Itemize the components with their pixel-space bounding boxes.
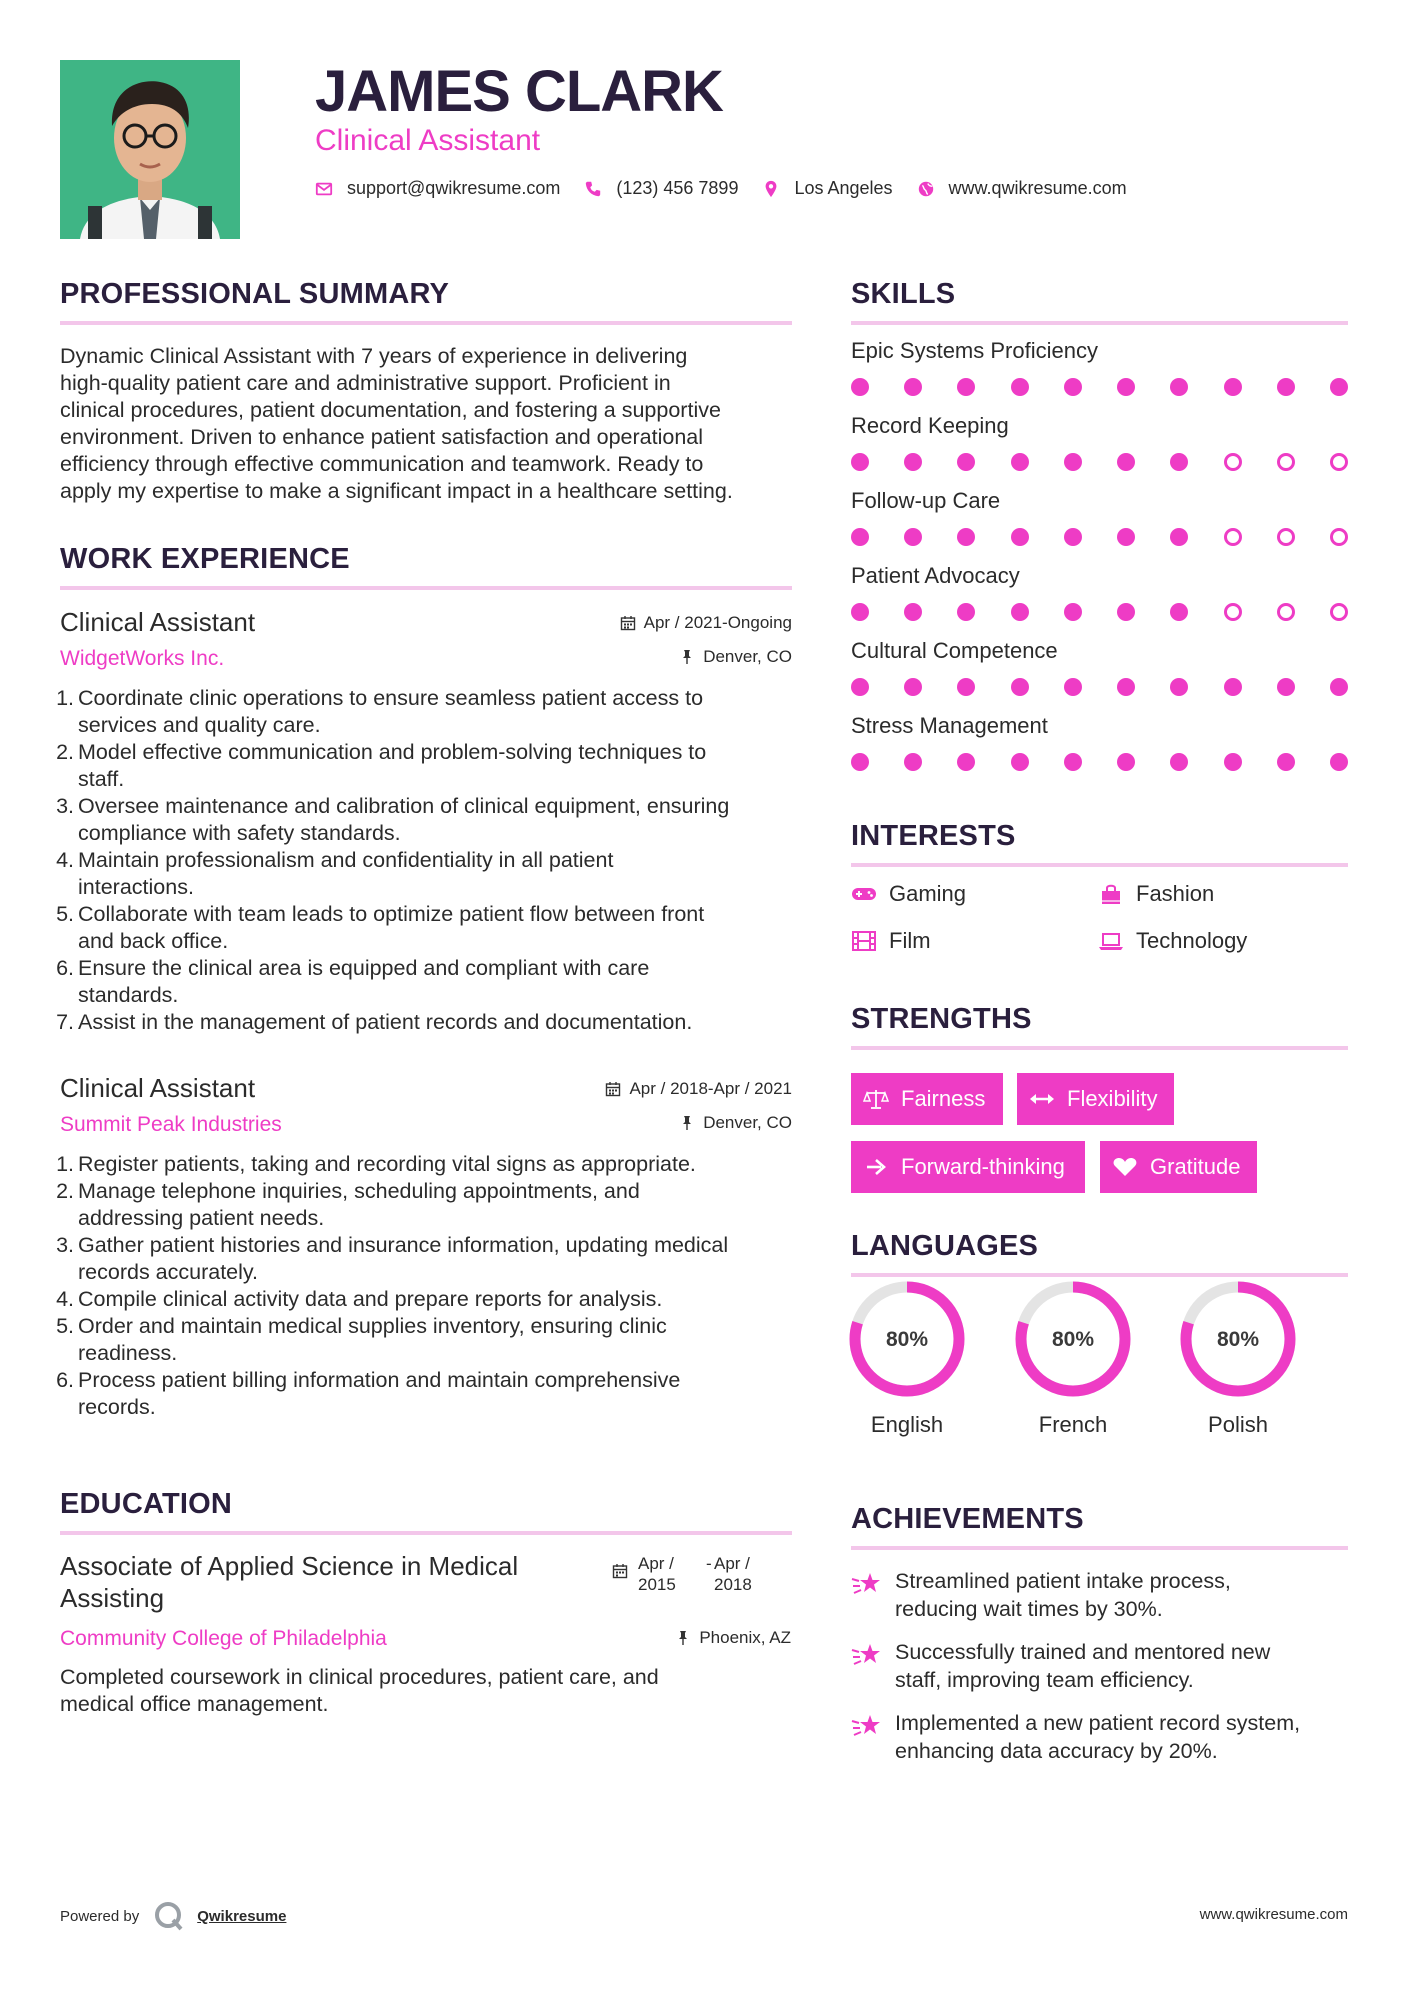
- rating-dot-filled: [957, 603, 975, 621]
- summary-text: [60, 343, 792, 505]
- job-dates: [605, 1079, 792, 1099]
- rating-dot-filled: [1011, 603, 1029, 621]
- rating-dot-filled: [1330, 378, 1348, 396]
- list-item: 2. Model effective communication and problem-solving techniques to staff.: [56, 740, 707, 791]
- language-item: [845, 1278, 969, 1438]
- rating-dot-filled: [1277, 378, 1295, 396]
- interest-label: Gaming: [889, 881, 967, 906]
- interests-section: [851, 820, 1348, 867]
- rating-dot-filled: [1117, 603, 1135, 621]
- arrow-right-icon: [863, 1156, 889, 1178]
- language-item: [1011, 1278, 1135, 1438]
- list-item: 1. Coordinate clinic operations to ensure seamless patient access to services and quality care.: [56, 686, 704, 737]
- list-item: 1. Register patients, taking and recording vital signs as appropriate.: [56, 1152, 696, 1176]
- rating-dot-filled: [1170, 603, 1188, 621]
- language-gauge: [846, 1278, 968, 1400]
- summary-line: high-quality patient care and administrative support. Proficient in: [60, 371, 671, 395]
- contact-location-text: Los Angeles: [794, 178, 893, 198]
- shooting-star-icon: [851, 1711, 883, 1741]
- rating-dot-filled: [1170, 678, 1188, 696]
- rating-dot-filled: [1117, 378, 1135, 396]
- summary-line: clinical procedures, patient documentation, and fostering a supportive: [60, 398, 721, 422]
- rating-dot-filled: [1117, 528, 1135, 546]
- rating-dot-filled: [904, 603, 922, 621]
- rating-dot-filled: [1224, 378, 1242, 396]
- list-item: 4. Maintain professionalism and confidentiality in all patient interactions.: [56, 848, 614, 899]
- skill-name: Record Keeping: [851, 413, 1009, 438]
- list-item: 3. Oversee maintenance and calibration of clinical equipment, ensuring compliance with safety standards.: [56, 794, 730, 845]
- skill-rating: [851, 753, 1348, 775]
- strength-fairness: [851, 1073, 1003, 1125]
- rating-dot-filled: [957, 678, 975, 696]
- rating-dot-filled: [957, 378, 975, 396]
- rating-dot-empty: [1330, 603, 1348, 621]
- rating-dot-filled: [1277, 678, 1295, 696]
- language-name: English: [870, 1412, 944, 1437]
- rating-dot-filled: [957, 453, 975, 471]
- education-section: [60, 1488, 792, 1535]
- achievements-section: [851, 1503, 1348, 1550]
- achievement-item: Implemented a new patient record system, enhancing data accuracy by 20%.: [851, 1709, 1348, 1765]
- shooting-star-icon: [851, 1569, 883, 1599]
- rating-dot-empty: [1277, 528, 1295, 546]
- interest-film: [851, 928, 931, 954]
- rating-dot-filled: [1064, 603, 1082, 621]
- pushpin-icon: [679, 649, 695, 665]
- achievement-item: Successfully trained and mentored new staff, improving team efficiency.: [851, 1638, 1348, 1694]
- strength-forward-thinking: [851, 1141, 1085, 1193]
- rating-dot-filled: [1064, 378, 1082, 396]
- experience-section: [60, 543, 792, 590]
- rating-dot-filled: [1117, 753, 1135, 771]
- skill-item: [851, 713, 1348, 775]
- interests-heading: INTERESTS: [851, 820, 1348, 867]
- skill-item: [851, 413, 1348, 475]
- rating-dot-empty: [1277, 603, 1295, 621]
- interest-fashion: [1098, 881, 1214, 907]
- job-role: Clinical Assistant: [60, 1073, 256, 1103]
- job-role: Clinical Assistant: [60, 607, 256, 637]
- job-location-text: Denver, CO: [703, 1113, 792, 1132]
- language-name: Polish: [1208, 1412, 1268, 1437]
- laptop-icon: [1098, 930, 1124, 952]
- languages-section: [851, 1230, 1348, 1277]
- rating-dot-filled: [1117, 678, 1135, 696]
- summary-line: Dynamic Clinical Assistant with 7 years of experience in delivering: [60, 344, 688, 368]
- gamepad-icon: [851, 883, 877, 905]
- education-school: Community College of Philadelphia: [60, 1627, 387, 1650]
- rating-dot-filled: [1170, 528, 1188, 546]
- rating-dot-filled: [1170, 453, 1188, 471]
- rating-dot-filled: [1064, 678, 1082, 696]
- contact-website-text: www.qwikresume.com: [948, 178, 1127, 198]
- rating-dot-empty: [1277, 453, 1295, 471]
- strengths-heading: STRENGTHS: [851, 1003, 1348, 1050]
- list-item: 7. Assist in the management of patient records and documentation.: [56, 1010, 693, 1034]
- skill-name: Cultural Competence: [851, 638, 1058, 663]
- interest-label: Film: [889, 928, 931, 953]
- education-dates: [612, 1553, 752, 1595]
- skill-rating: [851, 603, 1348, 625]
- skills-heading: SKILLS: [851, 278, 1348, 325]
- rating-dot-filled: [1170, 753, 1188, 771]
- shopping-bag-icon: [1098, 883, 1124, 905]
- rating-dot-filled: [851, 378, 869, 396]
- rating-dot-filled: [1064, 753, 1082, 771]
- job-location: [679, 647, 792, 667]
- rating-dot-filled: [1011, 528, 1029, 546]
- candidate-title: Clinical Assistant: [315, 124, 541, 157]
- summary-line: environment. Driven to enhance patient satisfaction and operational: [60, 425, 704, 449]
- gauge-percent-label: 80%: [1051, 1328, 1095, 1351]
- list-item: 6. Process patient billing information and maintain comprehensive records.: [56, 1368, 681, 1419]
- strength-label: Flexibility: [1067, 1086, 1158, 1111]
- rating-dot-empty: [1330, 528, 1348, 546]
- rating-dot-filled: [851, 603, 869, 621]
- map-pin-icon: [762, 180, 780, 198]
- achievement-item: Streamlined patient intake process, reducing wait times by 30%.: [851, 1567, 1348, 1623]
- strength-gratitude: [1100, 1141, 1257, 1193]
- strength-label: Fairness: [901, 1086, 986, 1111]
- pushpin-icon: [679, 1115, 695, 1131]
- interest-label: Technology: [1136, 928, 1248, 953]
- rating-dot-filled: [1011, 453, 1029, 471]
- list-item: 5. Order and maintain medical supplies inventory, ensuring clinic readiness.: [56, 1314, 667, 1365]
- skill-rating: [851, 453, 1348, 475]
- rating-dot-filled: [957, 528, 975, 546]
- rating-dot-empty: [1330, 453, 1348, 471]
- skill-item: [851, 488, 1348, 550]
- profile-photo-illustration: [60, 60, 240, 239]
- film-icon: [851, 930, 877, 952]
- calendar-icon: [612, 1563, 628, 1579]
- language-name: French: [1038, 1412, 1108, 1437]
- job-location: [679, 1113, 792, 1133]
- skill-name: Follow-up Care: [851, 488, 1001, 513]
- skill-name: Patient Advocacy: [851, 563, 1020, 588]
- education-degree: [60, 1550, 600, 1614]
- rating-dot-filled: [1064, 453, 1082, 471]
- rating-dot-filled: [904, 453, 922, 471]
- rating-dot-filled: [904, 528, 922, 546]
- experience-heading: WORK EXPERIENCE: [60, 543, 792, 590]
- job-company: Summit Peak Industries: [60, 1113, 282, 1136]
- calendar-icon: [620, 615, 636, 631]
- list-item: 3. Gather patient histories and insurance information, updating medical records accurately.: [56, 1233, 729, 1284]
- rating-dot-filled: [904, 753, 922, 771]
- strength-label: Gratitude: [1150, 1154, 1241, 1179]
- rating-dot-filled: [1011, 678, 1029, 696]
- rating-dot-empty: [1224, 453, 1242, 471]
- rating-dot-filled: [851, 753, 869, 771]
- job-dates-text: Apr / 2018-Apr / 2021: [629, 1079, 792, 1098]
- job-dates: [620, 613, 792, 633]
- skill-item: [851, 563, 1348, 625]
- rating-dot-filled: [851, 678, 869, 696]
- arrows-horizontal-icon: [1029, 1088, 1055, 1110]
- rating-dot-filled: [1170, 378, 1188, 396]
- education-date-separator: -: [706, 1554, 712, 1573]
- degree-line: Assisting: [60, 1583, 165, 1613]
- strength-flexibility: [1017, 1073, 1174, 1125]
- strength-label: Forward-thinking: [901, 1154, 1065, 1179]
- education-location-text: Phoenix, AZ: [699, 1628, 791, 1647]
- skill-rating: [851, 528, 1348, 550]
- achievements-heading: ACHIEVEMENTS: [851, 1503, 1348, 1550]
- profile-photo: [60, 60, 240, 239]
- skill-rating: [851, 378, 1348, 400]
- balance-scale-icon: [863, 1088, 889, 1110]
- footer-brand-link[interactable]: Qwikresume: [197, 1907, 287, 1925]
- job-dates-text: Apr / 2021-Ongoing: [643, 613, 792, 632]
- skill-rating: [851, 678, 1348, 700]
- skill-name: Epic Systems Proficiency: [851, 338, 1098, 363]
- degree-line: Associate of Applied Science in Medical: [60, 1551, 519, 1581]
- gauge-percent-label: 80%: [885, 1328, 929, 1351]
- language-item: [1176, 1278, 1300, 1438]
- contact-location: [762, 178, 892, 199]
- summary-line: efficiency through effective communication and teamwork. Ready to: [60, 452, 704, 476]
- rating-dot-filled: [1117, 453, 1135, 471]
- skill-item: [851, 338, 1348, 400]
- skill-item: [851, 638, 1348, 700]
- rating-dot-empty: [1224, 528, 1242, 546]
- contact-phone-text: (123) 456 7899: [616, 178, 739, 198]
- contact-email[interactable]: [315, 178, 560, 199]
- education-end: Apr / 2018: [714, 1554, 752, 1594]
- job-entry-2: [56, 1073, 792, 1421]
- rating-dot-filled: [1224, 678, 1242, 696]
- language-gauge: [1012, 1278, 1134, 1400]
- contact-email-text: support@qwikresume.com: [347, 178, 561, 198]
- footer-website[interactable]: www.qwikresume.com: [1199, 1906, 1348, 1923]
- interest-label: Fashion: [1136, 881, 1215, 906]
- globe-icon: [917, 180, 935, 198]
- rating-dot-filled: [851, 528, 869, 546]
- summary-section: [60, 278, 792, 505]
- job-entry-1: [56, 607, 792, 1036]
- interest-technology: [1098, 928, 1247, 954]
- pushpin-icon: [675, 1630, 691, 1646]
- phone-icon: [584, 180, 602, 198]
- job-company: WidgetWorks Inc.: [60, 647, 225, 670]
- calendar-icon: [605, 1081, 621, 1097]
- summary-heading: PROFESSIONAL SUMMARY: [60, 278, 792, 325]
- education-start: Apr / 2015: [638, 1554, 676, 1594]
- envelope-icon: [315, 180, 333, 198]
- contact-website[interactable]: [917, 178, 1127, 199]
- rating-dot-filled: [904, 678, 922, 696]
- skills-section: [851, 278, 1348, 325]
- rating-dot-filled: [1224, 753, 1242, 771]
- contact-bar: [315, 178, 1127, 199]
- interest-gaming: [851, 881, 966, 907]
- footer-powered-by-text: Powered by: [60, 1907, 140, 1925]
- footer-powered-by: [60, 1900, 286, 1932]
- rating-dot-filled: [1064, 528, 1082, 546]
- contact-phone[interactable]: [584, 178, 738, 199]
- job-duties-list: [56, 685, 792, 1036]
- shooting-star-icon: [851, 1640, 883, 1670]
- education-heading: EDUCATION: [60, 1488, 792, 1535]
- candidate-name: JAMES CLARK: [315, 59, 723, 124]
- gauge-percent-label: 80%: [1216, 1328, 1260, 1351]
- rating-dot-filled: [1011, 378, 1029, 396]
- rating-dot-filled: [851, 453, 869, 471]
- list-item: 4. Compile clinical activity data and prepare reports for analysis.: [56, 1287, 663, 1311]
- qwikresume-logo-icon: [153, 1900, 185, 1932]
- rating-dot-filled: [957, 753, 975, 771]
- list-item: 5. Collaborate with team leads to optimize patient flow between front and back office.: [56, 902, 705, 953]
- rating-dot-filled: [1011, 753, 1029, 771]
- strengths-section: [851, 1003, 1348, 1050]
- summary-line: apply my expertise to make a significant impact in a healthcare setting.: [60, 479, 733, 503]
- list-item: 6. Ensure the clinical area is equipped and compliant with care standards.: [56, 956, 650, 1007]
- rating-dot-empty: [1224, 603, 1242, 621]
- rating-dot-filled: [1330, 753, 1348, 771]
- list-item: 2. Manage telephone inquiries, scheduling appointments, and addressing patient needs.: [56, 1179, 640, 1230]
- rating-dot-filled: [1277, 753, 1295, 771]
- language-gauge: [1177, 1278, 1299, 1400]
- job-location-text: Denver, CO: [703, 647, 792, 666]
- job-duties-list: [56, 1151, 792, 1421]
- education-description: Completed coursework in clinical procedures, patient care, and medical office management.: [60, 1665, 659, 1716]
- rating-dot-filled: [1330, 678, 1348, 696]
- education-location: [675, 1628, 791, 1648]
- rating-dot-filled: [904, 378, 922, 396]
- languages-heading: LANGUAGES: [851, 1230, 1348, 1277]
- heart-icon: [1112, 1156, 1138, 1178]
- skill-name: Stress Management: [851, 713, 1048, 738]
